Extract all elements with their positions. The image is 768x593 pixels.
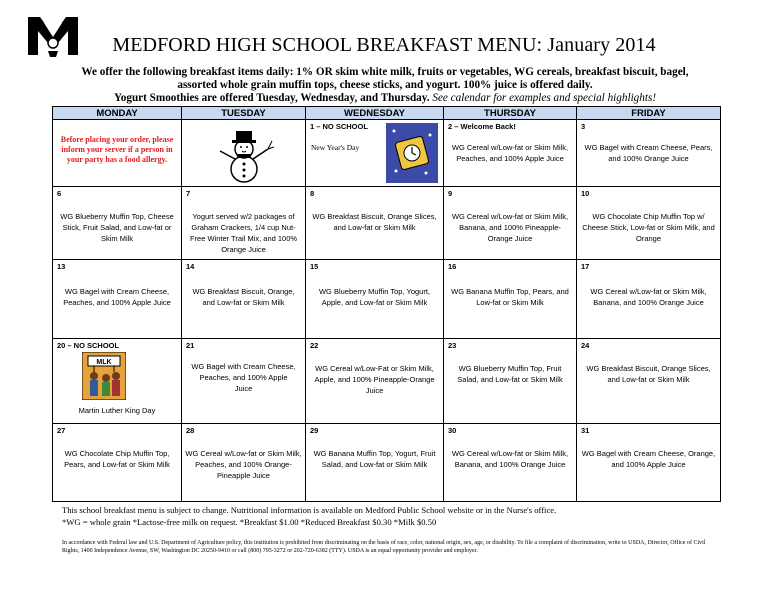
day-number: 14 (186, 262, 195, 271)
intro-line-3 (70, 92, 700, 105)
day-number: 31 (581, 426, 590, 435)
day-cell (53, 187, 182, 260)
menu-text: Yogurt served w/2 packages of Graham Crackers, 1/4 cup Nut-Free Winter Trail Mix, and 100% Orange Juice (189, 212, 298, 254)
day-number: 2 – Welcome Back! (448, 122, 516, 131)
menu-text: WG Cereal w/Low-fat or Skim Milk, Banana, and 100% Pineapple-Orange Juice (451, 212, 569, 243)
allergy-notice: Before placing your order, please inform your server if a person in your party has a food allergy. (60, 135, 174, 164)
day-number: 22 (310, 341, 319, 350)
menu-text: WG Bagel with Cream Cheese, Pears, and 100% Orange Juice (584, 143, 713, 163)
day-number: 21 (186, 341, 195, 350)
day-cell (444, 339, 577, 424)
day-number: 17 (581, 262, 590, 271)
menu-text: WG Blueberry Muffin Top, Cheese Stick, Fruit Salad, and Low-fat or Skim Milk (60, 212, 174, 243)
weekday-wednesday: WEDNESDAY (306, 107, 444, 120)
day-number: 9 (448, 189, 453, 198)
day-number: 15 (310, 262, 319, 271)
menu-text: WG Breakfast Biscuit, Orange, and Low-fat or Skim Milk (192, 287, 295, 307)
footer-prices: *WG = whole grain *Lactose-free milk on request. *Breakfast $1.00 *Reduced Breakfast $0.30 *Milk $0.50 (62, 517, 437, 527)
holiday-label: New Year's Day (311, 143, 360, 152)
day-number: 27 (57, 426, 66, 435)
menu-text: WG Cereal w/Low-fat or Skim Milk, Peaches, and 100% Orange-Pineapple Juice (185, 449, 302, 480)
menu-text: WG Chocolate Chip Muffin Top, Pears, and Low-fat or Skim Milk (64, 449, 170, 469)
menu-text: WG Breakfast Biscuit, Orange Slices, and Low-fat or Skim Milk (312, 212, 437, 232)
day-cell (577, 339, 721, 424)
menu-text: WG Bagel with Cream Cheese, Orange, and 100% Apple Juice (581, 449, 716, 469)
intro-line-3-italic: See calendar for examples and special highlights! (432, 92, 657, 104)
menu-text: WG Bagel with Cream Cheese, Peaches, and 100% Apple Juice (191, 362, 296, 393)
day-number: 23 (448, 341, 457, 350)
weekday-header-row (53, 107, 721, 120)
menu-text: WG Bagel with Cream Cheese, Peaches, and 100% Apple Juice (63, 287, 171, 307)
day-cell (306, 424, 444, 502)
menu-text: WG Blueberry Muffin Top, Fruit Salad, and Low-fat or Skim Milk (457, 364, 563, 384)
day-cell (182, 187, 306, 260)
day-cell (444, 424, 577, 502)
day-cell (577, 260, 721, 339)
day-number: 30 (448, 426, 457, 435)
day-number: 6 (57, 189, 62, 198)
menu-text: WG Banana Muffin Top, Pears, and Low-fat or Skim Milk (451, 287, 569, 307)
menu-text: WG Cereal w/Low-fat or Skim Milk, Banana, and 100% Orange Juice (590, 287, 707, 307)
day-cell (306, 260, 444, 339)
intro-text (70, 66, 700, 105)
day-cell (444, 120, 577, 187)
menu-text: WG Cereal w/Low-Fat or Skim Milk, Apple, and 100% Pineapple-Orange Juice (314, 364, 435, 395)
day-cell (306, 187, 444, 260)
new-year-clock-icon (386, 123, 438, 183)
intro-line-1: We offer the following breakfast items daily: 1% OR skim white milk, fruits or vegetables, WG cereals, breakfast biscuit, bagel, (81, 66, 689, 78)
day-cell (444, 260, 577, 339)
day-cell (182, 260, 306, 339)
day-number: 10 (581, 189, 590, 198)
mlk-sign-text: MLK (96, 359, 112, 366)
day-number: 28 (186, 426, 195, 435)
day-number: 24 (581, 341, 590, 350)
menu-text: WG Banana Muffin Top, Yogurt, Fruit Salad, and Low-fat or Skim Milk (313, 449, 436, 469)
intro-line-3-bold: Yogurt Smoothies are offered Tuesday, Wednesday, and Thursday. (113, 92, 430, 104)
day-cell (182, 120, 306, 187)
day-number: 29 (310, 426, 319, 435)
menu-text: WG Blueberry Muffin Top, Yogurt, Apple, and Low-fat or Skim Milk (318, 287, 431, 307)
footer-notice: This school breakfast menu is subject to change. Nutritional information is available on Medford Public School website or in the Nurse's office. (62, 505, 557, 515)
mlk-march-icon (82, 352, 126, 400)
menu-text: WG Cereal w/Low-fat or Skim Milk, Peaches, and 100% Apple Juice (451, 143, 569, 163)
day-cell (577, 187, 721, 260)
day-cell (53, 339, 182, 424)
weekday-friday: FRIDAY (577, 107, 721, 120)
week-row (53, 339, 721, 424)
weekday-monday: MONDAY (53, 107, 182, 120)
day-cell (53, 120, 182, 187)
holiday-label: Martin Luther King Day (78, 406, 156, 415)
day-cell (182, 339, 306, 424)
menu-text: WG Breakfast Biscuit, Orange Slices, and Low-fat or Skim Milk (586, 364, 711, 384)
week-row (53, 120, 721, 187)
day-cell (306, 339, 444, 424)
snowman-icon (212, 123, 276, 185)
intro-line-2: assorted whole grain muffin tops, cheese sticks, and yogurt. 100% juice is offered daily. (177, 79, 593, 91)
usda-disclaimer: In accordance with Federal law and U.S. Department of Agriculture policy, this institution is prohibited from discriminating on the basis of race, color, national origin, sex, age, or disability. To file a complaint of discrimination, write to USDA, Director, Office of Civil Rights, 1400 Independence Avenue, SW, Washington DC 20250-9410 or call (800) 795-3272 or 202-720-6382 (TTY). USDA is an equal opportunity provider and employer. (62, 540, 706, 554)
day-number: 13 (57, 262, 66, 271)
day-number: 8 (310, 189, 315, 198)
week-row (53, 187, 721, 260)
day-number: 20 – NO SCHOOL (57, 341, 120, 350)
week-row (53, 260, 721, 339)
day-cell (182, 424, 306, 502)
page-title: MEDFORD HIGH SCHOOL BREAKFAST MENU: January 2014 (112, 34, 656, 56)
day-number: 7 (186, 189, 191, 198)
day-number: 1 – NO SCHOOL (310, 122, 368, 131)
menu-text: WG Chocolate Chip Muffin Top w/ Cheese Stick, Low-fat or Skim Milk, and Orange (582, 212, 715, 243)
day-cell (53, 424, 182, 502)
day-cell (577, 120, 721, 187)
day-cell (444, 187, 577, 260)
menu-text: WG Cereal w/Low-fat or Skim Milk, Banana, and 100% Orange Juice (451, 449, 569, 469)
day-number: 3 (581, 122, 586, 131)
day-cell (577, 424, 721, 502)
breakfast-calendar (52, 106, 721, 502)
weekday-tuesday: TUESDAY (182, 107, 306, 120)
day-cell (306, 120, 444, 187)
day-number: 16 (448, 262, 457, 271)
week-row (53, 424, 721, 502)
weekday-thursday: THURSDAY (444, 107, 577, 120)
day-cell (53, 260, 182, 339)
